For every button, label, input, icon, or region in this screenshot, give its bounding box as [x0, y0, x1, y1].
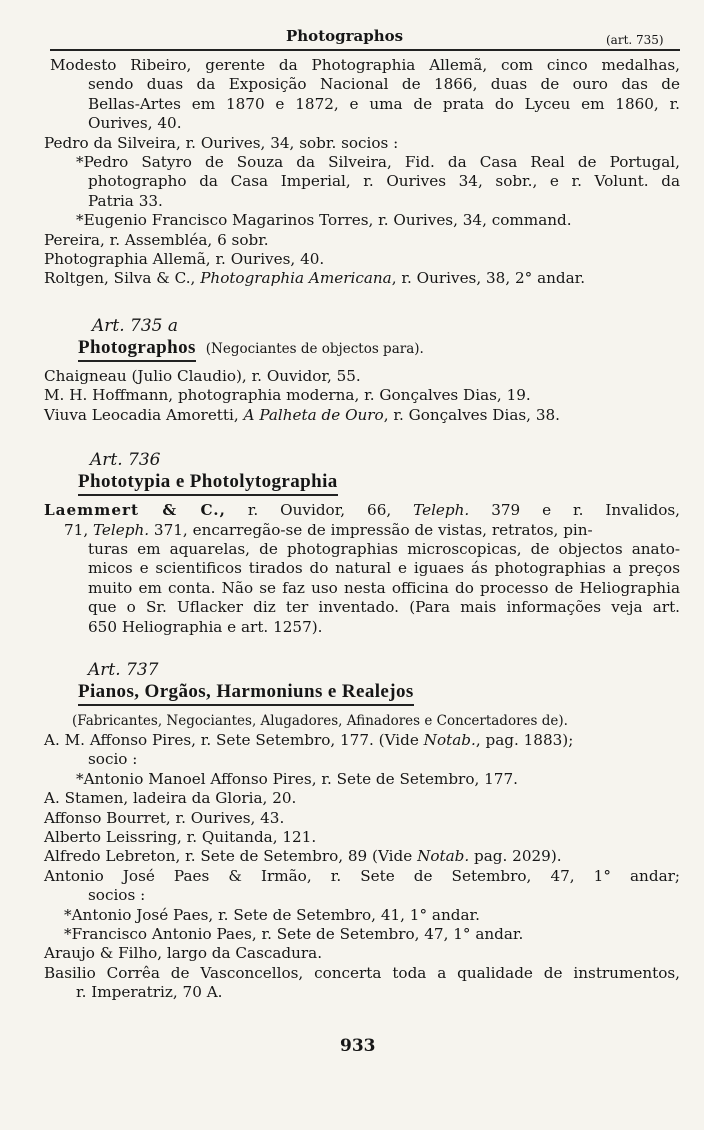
firm-name: Laemmert & C., — [44, 501, 226, 520]
entry-line: que o Sr. Uflacker diz ter inventado. (Para mais informações veja art. — [88, 598, 680, 617]
entry-line: muito em conta. Não se faz uso nesta officina do processo de Heliographia — [88, 578, 680, 597]
entry-line: *Francisco Antonio Paes, r. Sete de Setembro, 47, 1° andar. — [64, 925, 524, 943]
entry-line: socio : — [88, 750, 138, 769]
entry-line: Bellas-Artes em 1870 e 1872, e uma de prata do Lyceu em 1860, r. — [88, 94, 680, 113]
entry-line: Affonso Bourret, r. Ourives, 43. — [44, 808, 285, 827]
entry-line: A. Stamen, ladeira da Gloria, 20. — [44, 789, 297, 808]
entry-line: sendo duas da Exposição Nacional de 1866, duas de ouro das de — [88, 75, 680, 94]
entry-line: 650 Heliographia e art. 1257). — [88, 617, 323, 636]
entry-line: photographo da Casa Imperial, r. Ourives 34, sobr., e r. Volunt. da — [88, 172, 680, 191]
section-subtitle: (Fabricantes, Negociantes, Alugadores, Afinadores e Concertadores de). — [72, 712, 568, 729]
firm-name: Photographia Americana — [200, 269, 392, 288]
entry-line: Alfredo Lebreton, r. Sete de Setembro, 89 (Vide Notab. pag. 2029). — [44, 847, 562, 866]
section-subtitle: (Negociantes de objectos para). — [205, 340, 424, 357]
entry-line: Araujo & Filho, largo da Cascadura. — [44, 944, 323, 963]
section-title: Photographos — [78, 337, 196, 362]
header-rule — [50, 49, 680, 51]
shop-name: A Palheta de Ouro — [243, 405, 384, 424]
entry-line: M. H. Hoffmann, photographia moderna, r. Gonçalves Dias, 19. — [44, 386, 531, 405]
entry-line: Photographia Allemã, r. Ourives, 40. — [44, 250, 325, 269]
entry-line: r. Imperatriz, 70 A. — [76, 983, 223, 1002]
entry-line: Basilio Corrêa de Vasconcellos, concerta toda a qualidade de instrumentos, — [44, 963, 680, 982]
entry-line: Chaigneau (Julio Claudio), r. Ouvidor, 55. — [44, 366, 361, 385]
entry-line: 71, Teleph. 371, encarregão-se de impressão de vistas, retratos, pin- — [64, 520, 593, 539]
section-heading — [0, 681, 704, 706]
entry-line: Pedro da Silveira, r. Ourives, 34, sobr. socios : — [44, 133, 399, 152]
entry-line: A. M. Affonso Pires, r. Sete Setembro, 177. (Vide Notab., pag. 1883); — [44, 730, 574, 749]
entry-line: Alberto Leissring, r. Quitanda, 121. — [44, 827, 317, 846]
section-title: Phototypia e Photolytographia — [78, 471, 338, 496]
section-heading — [0, 471, 704, 496]
entry-line: *Eugenio Francisco Magarinos Torres, r. Ourives, 34, command. — [76, 211, 572, 230]
entry-line: Patria 33. — [88, 191, 163, 210]
entry-line: Ourives, 40. — [88, 114, 182, 133]
section-heading — [0, 337, 704, 362]
running-header-title: Photographos — [286, 27, 404, 45]
entry-line: socios : — [88, 886, 146, 905]
entry-line: turas em aquarelas, de photographias microscopicas, de objectos anato- — [88, 539, 680, 558]
entry-line: *Antonio Manoel Affonso Pires, r. Sete de Setembro, 177. — [76, 769, 518, 788]
page-body — [0, 56, 704, 1003]
running-header-ref: (art. 735) — [606, 33, 664, 47]
article-label: Art. 736 — [90, 450, 161, 471]
entry-line: Antonio José Paes & Irmão, r. Sete de Setembro, 47, 1° andar; — [44, 866, 680, 885]
entry-line: *Antonio José Paes, r. Sete de Setembro, 41, 1° andar. — [64, 905, 480, 924]
article-label: Art. 735 a — [92, 315, 179, 336]
page-number: 933 — [340, 1036, 376, 1056]
entry-line: Modesto Ribeiro, gerente da Photographia Allemã, com cinco medalhas, — [50, 56, 680, 74]
entry-line: micos e scientificos tirados do natural e iguaes ás photographias a preços — [88, 559, 680, 578]
entry-line: Viuva Leocadia Amoretti, A Palheta de Ouro, r. Gonçalves Dias, 38. — [44, 405, 560, 424]
entry-line: Pereira, r. Assembléa, 6 sobr. — [44, 230, 269, 249]
section-title: Pianos, Orgãos, Harmoniuns e Realejos — [78, 681, 414, 706]
entry-line: *Pedro Satyro de Souza da Silveira, Fid. da Casa Real de Portugal, — [76, 153, 680, 172]
entry-line: Laemmert & C., r. Ouvidor, 66, Teleph. 379 e r. Invalidos, — [44, 501, 680, 520]
entry-line: Roltgen, Silva & C., Photographia Americana, r. Ourives, 38, 2° andar. — [44, 269, 586, 288]
article-label: Art. 737 — [88, 659, 159, 680]
